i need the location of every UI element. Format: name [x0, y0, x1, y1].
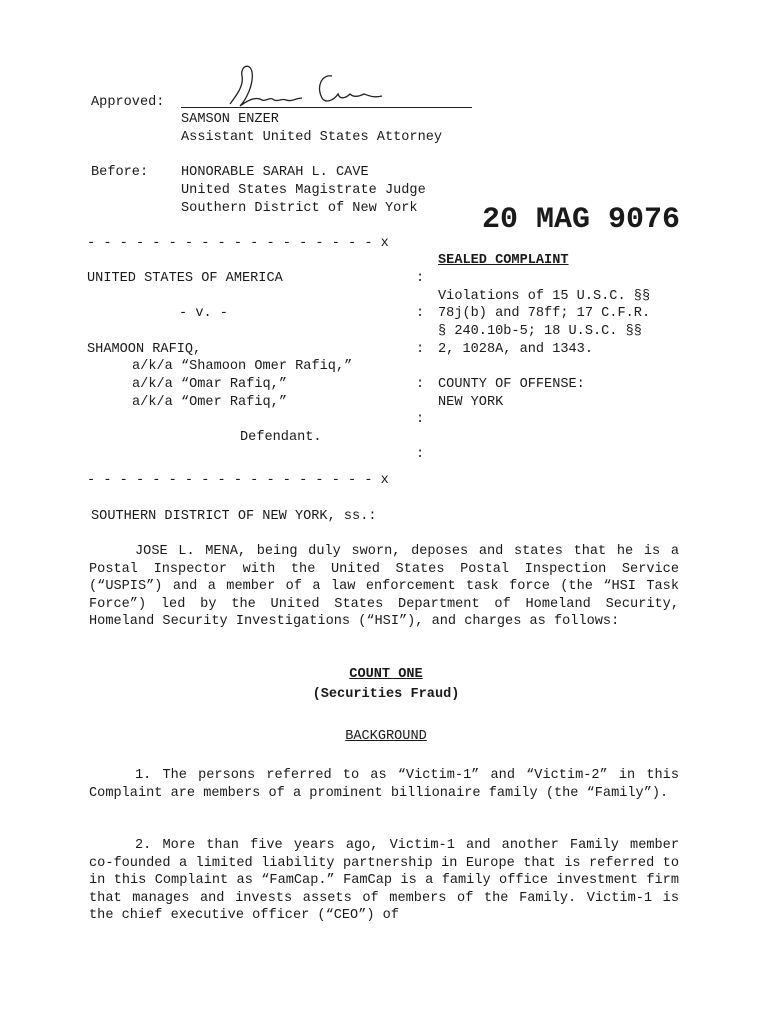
approved-label: Approved: [91, 95, 165, 110]
paragraph-1: 1. The persons referred to as “Victim-1” and “Victim-2” in this Complaint are members of a prominent billionaire family (the “Family”). [89, 768, 679, 801]
signature-line [181, 107, 472, 108]
judge-title: United States Magistrate Judge [181, 183, 426, 198]
county-label: COUNTY OF OFFENSE: [438, 377, 585, 392]
caption-colon: : [416, 377, 425, 392]
violations-line-4: 2, 1028A, and 1343. [438, 342, 593, 357]
approver-title: Assistant United States Attorney [181, 130, 443, 145]
caption-colon: : [416, 447, 425, 462]
defendant-name: SHAMOON RAFIQ, [87, 342, 202, 357]
defendant-label: Defendant. [240, 430, 322, 445]
caption-colon: : [416, 271, 425, 286]
before-label: Before: [91, 165, 149, 180]
caption-colon: : [416, 342, 425, 357]
caption-colon: : [416, 306, 425, 321]
judge-district: Southern District of New York [181, 201, 418, 216]
alias-2: a/k/a “Omar Rafiq,” [132, 377, 287, 392]
judge-name: HONORABLE SARAH L. CAVE [181, 165, 369, 180]
violations-line-2: 78j(b) and 78ff; 17 C.F.R. [438, 306, 651, 321]
venue-line: SOUTHERN DISTRICT OF NEW YORK, ss.: [91, 509, 377, 524]
alias-1: a/k/a “Shamoon Omer Rafiq,” [132, 359, 353, 374]
alias-3: a/k/a “Omer Rafiq,” [132, 395, 287, 410]
violations-line-3: § 240.10b-5; 18 U.S.C. §§ [438, 324, 642, 339]
approver-name: SAMSON ENZER [181, 112, 279, 127]
caption-colon: : [416, 412, 425, 427]
count-subtitle: (Securities Fraud) [312, 687, 460, 702]
violations-line-1: Violations of 15 U.S.C. §§ [438, 289, 651, 304]
sealed-complaint-heading: SEALED COMPLAINT [438, 253, 569, 268]
section-heading: BACKGROUND [345, 729, 427, 744]
caption-top-rule: - - - - - - - - - - - - - - - - - - x [87, 236, 389, 251]
count-title: COUNT ONE [349, 667, 423, 682]
paragraph-2: 2. More than five years ago, Victim-1 and another Family member co-founded a limited liability partnership in Europe that is referred to in this Complaint as “FamCap.” FamCap is a family office investment firm that manages and invests assets of members of the Family. Victim-1 is the chief executive officer (“CEO”) of [89, 838, 679, 924]
plaintiff-name: UNITED STATES OF AMERICA [87, 271, 283, 286]
county-value: NEW YORK [438, 395, 504, 410]
intro-paragraph: JOSE L. MENA, being duly sworn, deposes and states that he is a Postal Inspector with the United States Postal Inspection Service (“USPIS”) and a member of a law enforcement task force (the “HSI Task Force”) led by the United States Department of Homeland Security, Homeland Security Investigations (“HSI”), and charges as follows: [89, 544, 679, 630]
docket-number: 20 MAG 9076 [482, 203, 681, 237]
caption-bottom-rule: - - - - - - - - - - - - - - - - - - x [87, 473, 389, 488]
versus: - v. - [179, 306, 228, 321]
